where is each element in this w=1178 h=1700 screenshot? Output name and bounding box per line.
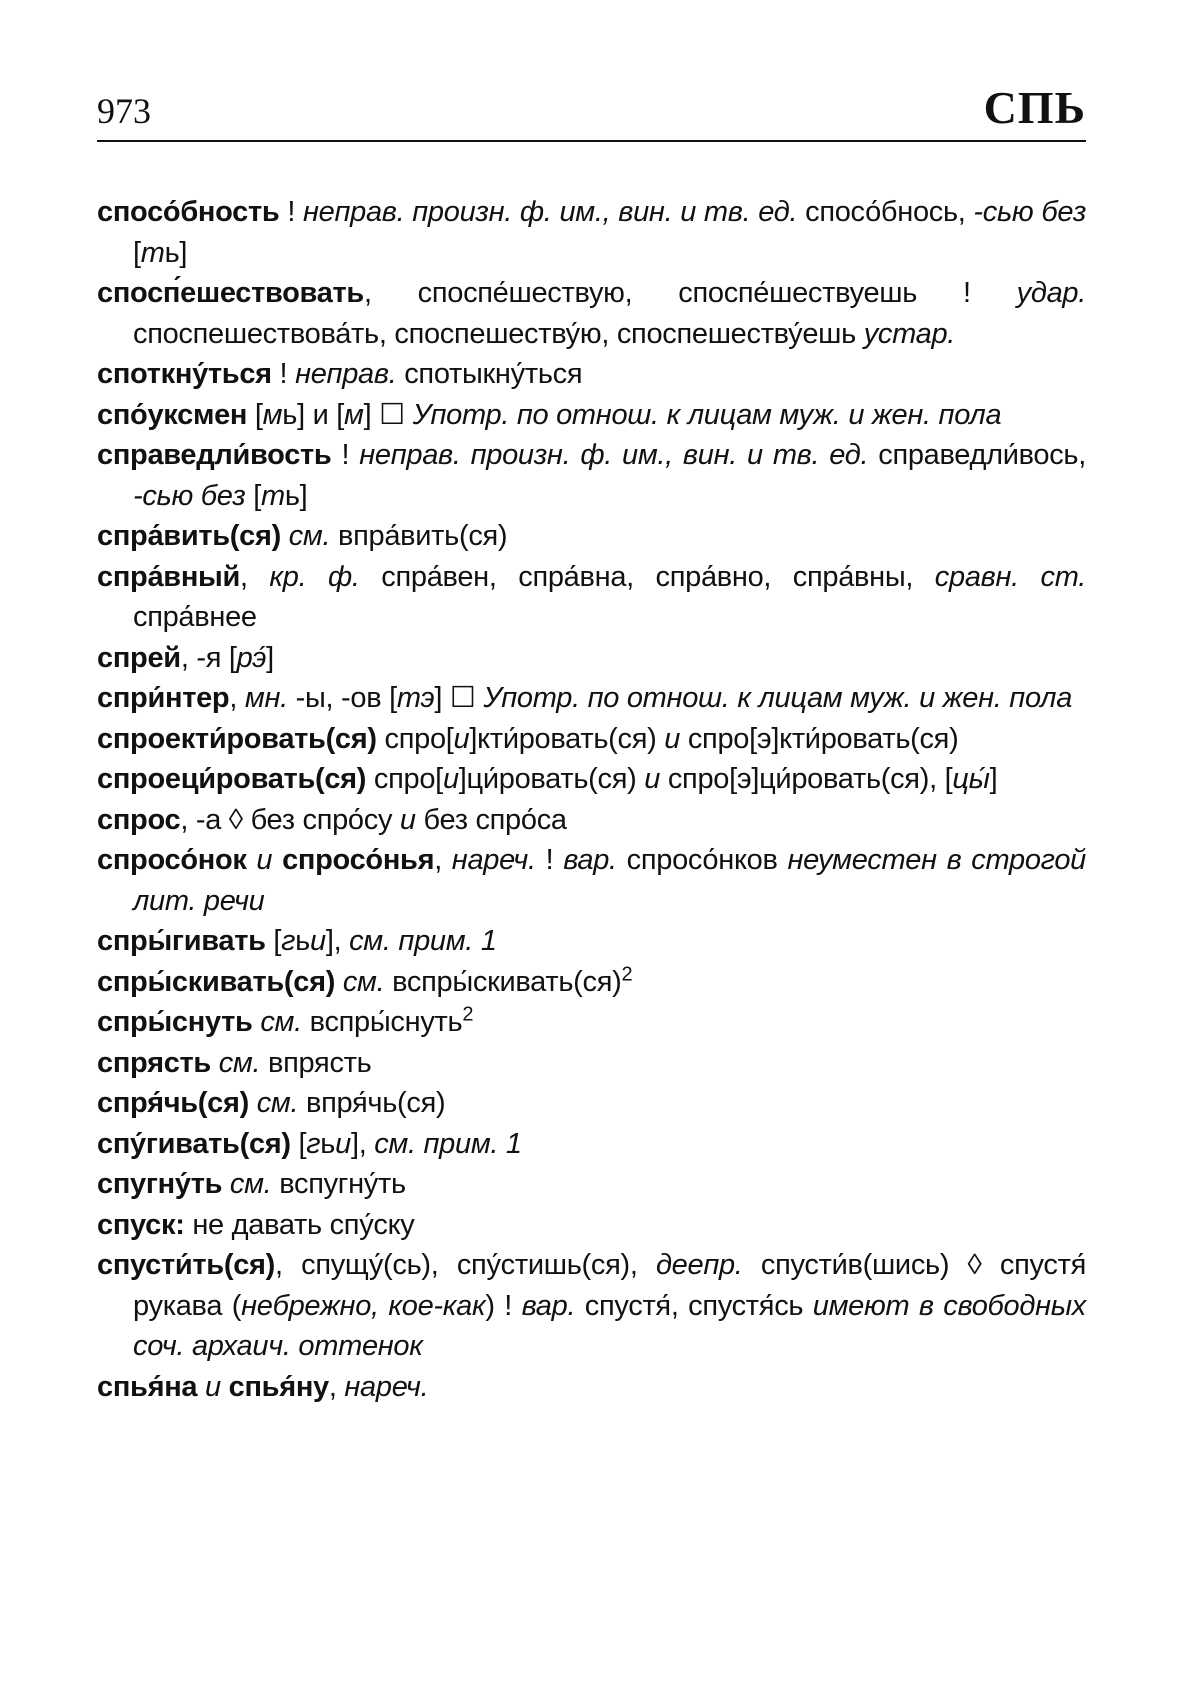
- entry-text: спросо́нков: [616, 844, 788, 876]
- entry-text: [: [265, 925, 282, 957]
- entry-label: и: [399, 803, 416, 836]
- entry-text: [249, 1087, 257, 1119]
- entry-text: ],: [325, 925, 350, 957]
- entry-text: [335, 966, 343, 998]
- entry-text: !: [271, 358, 296, 390]
- entry-text: спро[: [376, 722, 454, 755]
- entry-label: рэ́: [236, 641, 267, 674]
- entry-text: справедли́вось,: [868, 439, 1086, 471]
- dictionary-entries: [97, 192, 1086, 1407]
- dictionary-entry: [97, 557, 1086, 638]
- entry-text: ь] и [: [282, 398, 345, 431]
- entry-label: см.: [288, 520, 331, 552]
- entry-label: и: [256, 844, 273, 876]
- entry-label: кр. ф.: [269, 560, 360, 593]
- entry-text: спосо́бнось,: [797, 196, 974, 228]
- entry-text: [: [245, 479, 261, 512]
- entry-label: г: [281, 925, 296, 957]
- entry-label: устар.: [863, 317, 956, 350]
- entry-text: !: [535, 844, 564, 876]
- entry-text: вспугну́ть: [271, 1168, 406, 1200]
- entry-label: см. прим. 1: [349, 925, 497, 957]
- entry-headword: справедли́вость: [97, 439, 332, 471]
- dictionary-entry: [97, 395, 1086, 436]
- dictionary-entry: [97, 921, 1086, 962]
- entry-label: имеют в свободных соч. архаич. оттенок: [133, 1289, 1086, 1362]
- running-header: [97, 78, 1086, 142]
- entry-headword: спросо́нья: [282, 844, 435, 876]
- entry-text: ] ☐: [434, 682, 484, 714]
- entry-label: сравн. ст.: [934, 560, 1087, 593]
- dictionary-entry: [97, 1164, 1086, 1205]
- entry-text: спра́внее: [133, 601, 257, 633]
- dictionary-entry: [97, 1205, 1086, 1246]
- entry-label: Употр. по отнош. к лицам муж. и жен. пола: [412, 398, 1002, 431]
- entry-label: нареч.: [451, 844, 536, 876]
- entry-text: не давать спу́ску: [184, 1208, 415, 1241]
- entry-headword: спу́гивать(ся): [97, 1127, 291, 1160]
- entry-headword: спрос: [97, 803, 181, 836]
- dictionary-entry: [97, 1083, 1086, 1124]
- entry-label: т: [140, 236, 165, 269]
- entry-text: ,: [240, 560, 270, 593]
- dictionary-entry: [97, 638, 1086, 679]
- entry-text: [211, 1047, 219, 1079]
- entry-headword: спроеци́ровать(ся): [97, 763, 367, 795]
- entry-text: , споспе́шествую, споспе́шествуешь !: [363, 277, 1017, 309]
- entry-label: удар.: [1016, 277, 1086, 309]
- guide-word: СПЬ: [983, 82, 1086, 133]
- dictionary-entry: [97, 1002, 1086, 1043]
- entry-text: спра́вен, спра́вна, спра́вно, спра́вны,: [359, 560, 935, 593]
- entry-text: спро[э]ци́ровать(ся), [: [660, 763, 953, 795]
- dictionary-entry: [97, 962, 1086, 1003]
- entry-headword: спрясть: [97, 1046, 211, 1079]
- dictionary-entry: [97, 354, 1086, 395]
- entry-text: [247, 844, 257, 876]
- entry-label: см.: [256, 1087, 299, 1119]
- entry-label: г: [306, 1127, 321, 1160]
- entry-text: [222, 1168, 230, 1200]
- entry-headword: спра́вить(ся): [97, 520, 281, 552]
- entry-text: впра́вить(ся): [330, 520, 508, 552]
- entry-label: и: [309, 925, 326, 957]
- entry-label: см.: [260, 1006, 302, 1038]
- entry-label: и: [644, 763, 661, 795]
- entry-label: нареч.: [344, 1370, 429, 1403]
- dictionary-entry: [97, 435, 1086, 516]
- entry-text: ) !: [485, 1289, 522, 1322]
- entry-text: ] ☐: [363, 398, 413, 431]
- entry-label: небрежно, кое-как: [241, 1289, 486, 1322]
- entry-label: т: [260, 479, 285, 512]
- entry-text: ь]: [284, 479, 308, 512]
- entry-text: [221, 1371, 229, 1403]
- entry-text: !: [279, 196, 303, 228]
- entry-label: и: [205, 1370, 221, 1403]
- entry-superscript: 2: [621, 962, 633, 985]
- entry-label: вар.: [563, 844, 617, 876]
- entry-text: [: [290, 1127, 307, 1160]
- entry-text: спро[э]кти́ровать(ся): [680, 722, 959, 755]
- entry-text: спустя́, спустя́сь: [575, 1289, 813, 1322]
- entry-text: вспры́снуть: [301, 1006, 463, 1038]
- entry-headword: спра́вный: [97, 560, 241, 593]
- entry-headword: спроекти́ровать(ся): [97, 722, 377, 755]
- entry-headword: спья́на: [97, 1370, 198, 1403]
- entry-text: вспры́скивать(ся): [384, 965, 622, 998]
- entry-text: ь: [295, 925, 310, 957]
- entry-headword: спусти́ть(ся): [97, 1249, 276, 1281]
- entry-label: мн.: [244, 682, 288, 714]
- entry-headword: спосо́бность: [97, 196, 280, 228]
- entry-text: ,: [229, 682, 245, 714]
- entry-text: , спущу́(сь), спу́стишь(ся),: [275, 1249, 656, 1281]
- dictionary-entry: [97, 273, 1086, 354]
- entry-text: ь: [320, 1127, 336, 1160]
- entry-headword: спросо́нок: [97, 844, 247, 876]
- entry-label: и: [442, 763, 459, 795]
- entry-label: -сью без: [973, 196, 1087, 228]
- entry-text: -ы, -ов [: [287, 682, 397, 714]
- entry-text: ,: [434, 844, 452, 876]
- entry-label: м: [344, 398, 364, 431]
- entry-label: неправ. произн. ф. им., вин. и тв. ед.: [302, 196, 798, 228]
- dictionary-entry: [97, 516, 1086, 557]
- entry-text: споспешествова́ть, споспешеству́ю, споспешеству́ешь: [133, 317, 864, 350]
- entry-label: неправ. произн. ф. им., вин. и тв. ед.: [359, 439, 869, 471]
- entry-text: , -я [: [180, 641, 237, 674]
- entry-label: и: [453, 722, 470, 755]
- entry-headword: спры́гивать: [97, 925, 266, 957]
- entry-headword: спря́чь(ся): [97, 1087, 249, 1119]
- entry-headword: спры́снуть: [97, 1006, 253, 1038]
- entry-text: впря́чь(ся): [298, 1087, 446, 1119]
- dictionary-entry: [97, 1043, 1086, 1084]
- entry-label: и: [335, 1127, 351, 1160]
- entry-text: спро[: [366, 763, 443, 795]
- entry-text: впрясть: [260, 1046, 372, 1079]
- dictionary-entry: [97, 840, 1086, 921]
- entry-label: см. прим. 1: [374, 1127, 522, 1160]
- entry-text: [197, 1371, 205, 1403]
- entry-text: [281, 520, 289, 552]
- entry-headword: спугну́ть: [97, 1168, 223, 1200]
- entry-text: ],: [350, 1127, 375, 1160]
- entry-headword: споткну́ться: [97, 358, 272, 390]
- entry-label: см.: [342, 965, 385, 998]
- entry-text: ]кти́ровать(ся): [469, 722, 665, 755]
- dictionary-entry: [97, 192, 1086, 273]
- entry-text: спусти́в(шись) ◊ спустя́ рукава (: [133, 1249, 1086, 1322]
- dictionary-entry: [97, 719, 1086, 760]
- entry-label: неуместен в строгой лит. речи: [133, 844, 1086, 917]
- entry-label: м: [262, 398, 283, 431]
- entry-headword: спья́ну: [228, 1370, 329, 1403]
- entry-headword: спрей: [97, 641, 181, 674]
- entry-text: [: [133, 236, 141, 269]
- entry-label: цы́: [952, 763, 990, 795]
- dictionary-entry: [97, 1124, 1086, 1165]
- entry-text: без спро́са: [415, 803, 567, 836]
- entry-label: вар.: [521, 1289, 576, 1322]
- entry-headword: спо́уксмен: [97, 398, 248, 431]
- entry-label: тэ: [396, 682, 435, 714]
- entry-label: и: [664, 722, 681, 755]
- entry-text: , -а ◊ без спро́су: [180, 803, 400, 836]
- dictionary-entry: [97, 800, 1086, 841]
- entry-text: ]: [266, 641, 274, 674]
- entry-text: ,: [328, 1370, 345, 1403]
- entry-text: ]: [989, 763, 998, 795]
- entry-text: спотыкну́ться: [396, 358, 583, 390]
- entry-label: неправ.: [295, 358, 397, 390]
- page-number: 973: [97, 91, 151, 131]
- dictionary-entry: [97, 759, 1086, 800]
- entry-text: ]ци́ровать(ся): [458, 763, 645, 795]
- entry-text: [272, 844, 282, 876]
- entry-headword: спры́скивать(ся): [97, 965, 336, 998]
- dictionary-entry: [97, 678, 1086, 719]
- entry-superscript: 2: [462, 1003, 474, 1026]
- entry-label: см.: [229, 1168, 272, 1200]
- entry-headword: спосп́ешествовать: [97, 277, 364, 309]
- entry-label: деепр.: [655, 1249, 743, 1281]
- entry-headword: спри́нтер: [97, 682, 230, 714]
- entry-label: Употр. по отнош. к лицам муж. и жен. пола: [483, 682, 1073, 714]
- entry-text: [: [247, 398, 263, 431]
- entry-label: -сью без: [133, 479, 246, 512]
- entry-headword: спуск:: [97, 1208, 185, 1241]
- entry-text: ь]: [164, 236, 188, 269]
- dictionary-entry: [97, 1245, 1086, 1367]
- dictionary-entry: [97, 1367, 1086, 1408]
- entry-label: см.: [218, 1046, 261, 1079]
- entry-text: !: [331, 439, 360, 471]
